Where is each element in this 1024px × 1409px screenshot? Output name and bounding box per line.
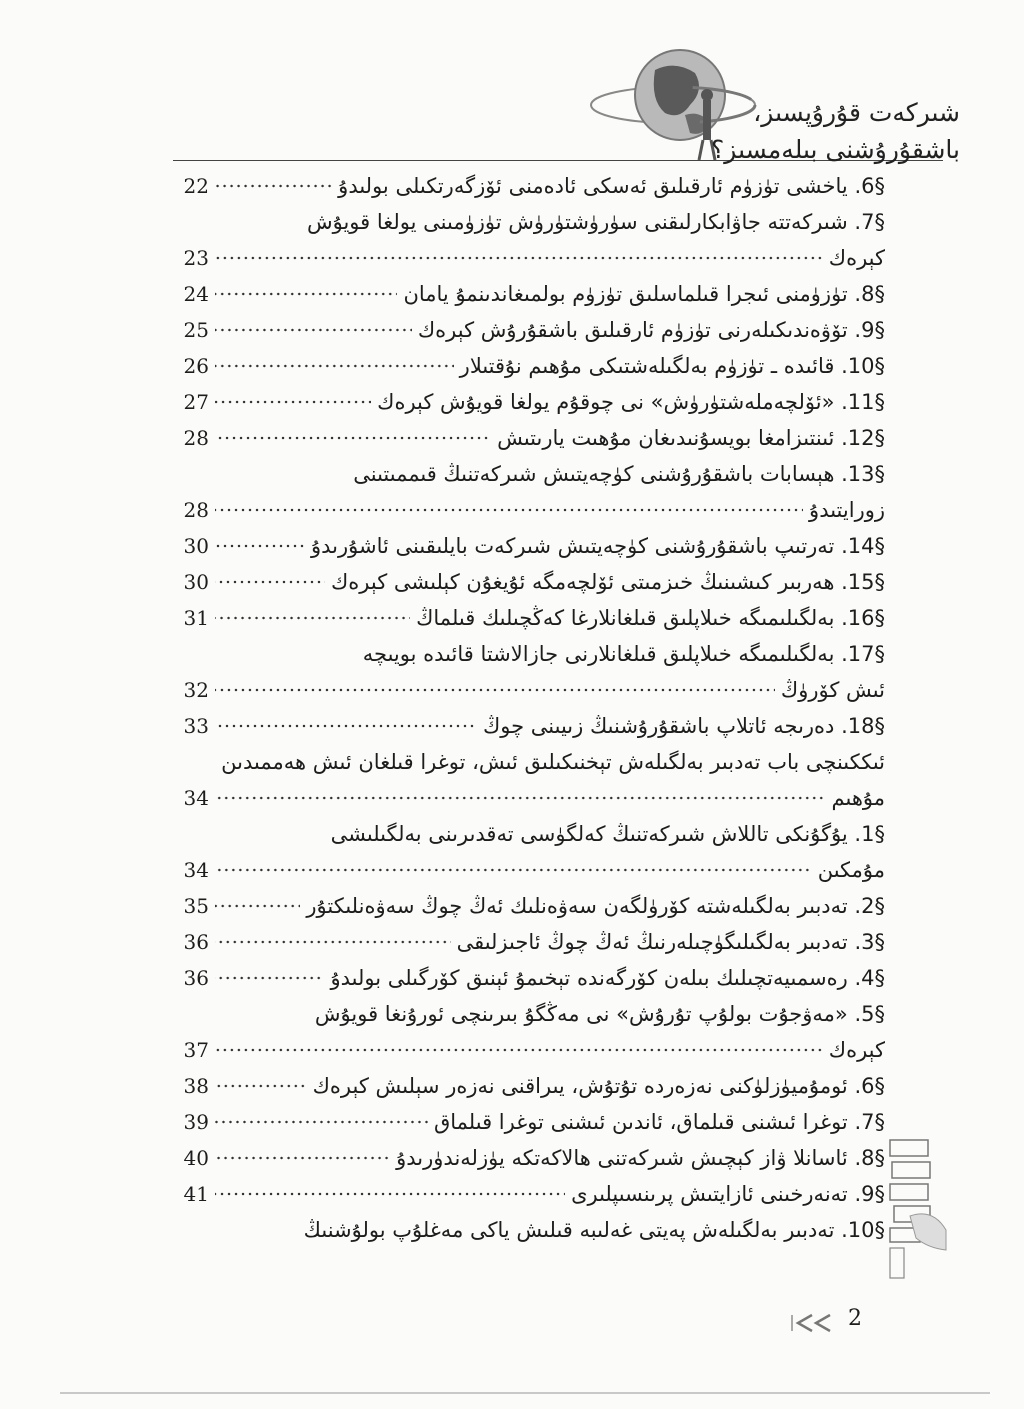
toc-entry-title: §9. تەنەرخىنى ئازايتىش پرىنسىپلىرى <box>571 1182 885 1206</box>
toc-entry-title: مۇمكىن <box>817 858 885 882</box>
dot-leader <box>215 724 477 728</box>
dot-leader <box>215 904 300 908</box>
toc-entry-title: §10. تەدبىر بەلگىلەش پەيتى غەلىبە قىلىش ياكى مەغلۇپ بولۇشنىڭ <box>303 1218 885 1242</box>
toc-entry-title: §12. ئىنتىزامغا بويسۇنىدىغان مۇھىت يارىتىش <box>497 426 885 450</box>
banknotes-illustration <box>888 1138 948 1283</box>
toc-entry-title: كېرەك <box>828 1038 885 1062</box>
dot-leader <box>215 868 812 872</box>
toc-entry <box>173 168 885 204</box>
toc-entry <box>173 996 885 1068</box>
toc-entry-title: §18. دەرىجە ئاتلاپ باشقۇرۇشنىڭ زىيىنى چوڭ <box>482 714 885 738</box>
toc-entry <box>173 564 885 600</box>
toc-entry <box>173 456 885 528</box>
dot-leader <box>215 508 803 512</box>
bottom-rule <box>60 1392 990 1394</box>
table-of-contents <box>173 168 885 1248</box>
toc-entry-title: §8. ئاسانلا ۋاز كېچىش شىركەتنى ھالاكەتكە يۈزلەندۈرىدۇ <box>396 1146 885 1170</box>
dot-leader <box>215 1156 390 1160</box>
toc-entry <box>173 204 885 276</box>
toc-entry-title: §11. «ئۆلچەملەشتۈرۈش» نى چوقۇم يولغا قويۇش كېرەك <box>377 390 885 414</box>
toc-entry-title: ئىككىنچى باب تەدبىر بەلگىلەش تېخنىكىلىق ئىش، توغرا قىلغان ئىش ھەممىدىن <box>221 750 885 774</box>
dot-leader <box>215 1120 428 1124</box>
dot-leader <box>215 256 823 260</box>
toc-page-number: 25 <box>183 318 209 342</box>
toc-entry-title: §3. تەدبىر بەلگىلىگۈچىلەرنىڭ ئەڭ چوڭ ئاجىزلىقى <box>456 930 885 954</box>
dot-leader <box>215 796 826 800</box>
header-title-line1: شىركەت قۇرۇپسىز، <box>753 98 960 127</box>
toc-entry <box>173 420 885 456</box>
toc-page-number: 40 <box>183 1146 209 1170</box>
toc-page-number: 36 <box>183 930 209 954</box>
toc-page-number: 37 <box>183 1038 209 1062</box>
toc-entry <box>173 1212 885 1248</box>
toc-page-number: 26 <box>183 354 209 378</box>
toc-entry <box>173 276 885 312</box>
toc-entry-title: زورايتىدۇ <box>809 498 885 522</box>
toc-entry-title: §7. شىركەتتە جاۋابكارلىقنى سۈرۈشتۈرۈش تۈزۈمىنى يولغا قويۇش <box>306 210 885 234</box>
toc-entry <box>173 1140 885 1176</box>
toc-entry <box>173 348 885 384</box>
toc-page-number: 36 <box>183 966 209 990</box>
dot-leader <box>215 400 371 404</box>
toc-entry-title: كېرەك <box>828 246 885 270</box>
toc-entry <box>173 600 885 636</box>
toc-page-number: 27 <box>183 390 209 414</box>
page-number: 2 <box>848 1306 862 1331</box>
toc-entry <box>173 636 885 708</box>
toc-entry-title: §17. بەلگىلىمىگە خىلاپلىق قىلغانلارنى جازالاشتا قائىدە بويىچە <box>362 642 885 666</box>
toc-page-number: 34 <box>183 786 209 810</box>
toc-entry <box>173 708 885 744</box>
toc-entry-title: §9. تۆۋەندىكىلەرنى تۈزۈم ئارقىلىق باشقۇرۇش كېرەك <box>417 318 885 342</box>
toc-page-number: 30 <box>183 570 209 594</box>
toc-page-number: 33 <box>183 714 209 738</box>
toc-page-number: 38 <box>183 1074 209 1098</box>
toc-entry-title: §15. ھەربىر كىشىنىڭ خىزمىتى ئۆلچەمگە ئۇيغۇن كېلىشى كېرەك <box>330 570 885 594</box>
toc-entry-title: §4. رەسمىيەتچىلىك بىلەن كۆرگەندە تېخىمۇ ئېنىق كۆرگىلى بولىدۇ <box>330 966 885 990</box>
toc-page-number: 22 <box>183 174 209 198</box>
toc-entry <box>173 1104 885 1140</box>
toc-entry <box>173 1176 885 1212</box>
dot-leader <box>215 1084 307 1088</box>
toc-entry <box>173 888 885 924</box>
toc-entry <box>173 528 885 564</box>
dot-leader <box>215 1048 823 1052</box>
dot-leader <box>215 940 451 944</box>
toc-page-number: 41 <box>183 1182 209 1206</box>
toc-page-number: 28 <box>183 426 209 450</box>
dot-leader <box>215 616 410 620</box>
dot-leader <box>215 436 491 440</box>
toc-entry-title: مۇھىم <box>831 786 885 810</box>
toc-entry <box>173 312 885 348</box>
toc-page-number: 31 <box>183 606 209 630</box>
toc-entry <box>173 1068 885 1104</box>
toc-entry-title: ئىش كۆرۈڭ <box>780 678 885 702</box>
dot-leader <box>215 292 397 296</box>
toc-entry-title: §14. تەرتىپ باشقۇرۇشنى كۈچەيتىش شىركەت بايلىقىنى ئاشۇرىدۇ <box>311 534 885 558</box>
toc-page-number: 35 <box>183 894 209 918</box>
dot-leader <box>215 364 454 368</box>
dot-leader <box>215 1192 565 1196</box>
toc-entry-title: §16. بەلگىلىمىگە خىلاپلىق قىلغانلارغا كەڭچىلىك قىلماڭ <box>416 606 885 630</box>
dot-leader <box>215 328 412 332</box>
toc-entry <box>173 744 885 816</box>
toc-entry-title: §6. ياخشى تۈزۈم ئارقىلىق ئەسكى ئادەمنى ئۆزگەرتكىلى بولىدۇ <box>338 174 885 198</box>
toc-page-number: 32 <box>183 678 209 702</box>
toc-entry-title: §10. قائىدە ـ تۈزۈم بەلگىلەشتىكى مۇھىم نۇقتىلار <box>459 354 885 378</box>
toc-entry-title: §8. تۈزۈمنى ئىجرا قىلماسلىق تۈزۈم بولمىغاندىنمۇ يامان <box>403 282 885 306</box>
dot-leader <box>215 184 332 188</box>
toc-entry <box>173 924 885 960</box>
toc-entry-title: §2. تەدبىر بەلگىلەشتە كۆرۈلگەن سەۋەنلىك ئەڭ چوڭ سەۋەنلىكتۇر <box>306 894 885 918</box>
header-title-line2: باشقۇرۇشنى بىلەمسىز؟ <box>711 135 960 164</box>
toc-entry-title: §1. يۇگۇنكى تاللاش شىركەتنىڭ كەلگۈسى تەقدىرىنى بەلگىلىشى <box>330 822 885 846</box>
toc-entry <box>173 816 885 888</box>
toc-entry-title: §5. «مەۋجۇت بولۇپ تۇرۇش» نى مەڭگۇ بىرىنچى ئورۇنغا قويۇش <box>314 1002 885 1026</box>
dot-leader <box>215 688 775 692</box>
toc-page-number: 23 <box>183 246 209 270</box>
dot-leader <box>215 976 324 980</box>
dot-leader <box>215 544 305 548</box>
toc-entry <box>173 384 885 420</box>
toc-page-number: 30 <box>183 534 209 558</box>
toc-page-number: 24 <box>183 282 209 306</box>
toc-entry-title: §6. ئومۇميۈزلۈكنى نەزەردە تۇتۇش، يىراقنى نەزەر سېلىش كېرەك <box>312 1074 885 1098</box>
toc-entry-title: §7. توغرا ئىشنى قىلماق، ئاندىن ئىشنى توغرا قىلماق <box>433 1110 885 1134</box>
dot-leader <box>215 580 325 584</box>
page-arrows-icon <box>790 1312 840 1334</box>
toc-entry-title: §13. ھېسابات باشقۇرۇشنى كۈچەيتىش شىركەتنىڭ قىممىتىنى <box>353 462 885 486</box>
toc-page-number: 39 <box>183 1110 209 1134</box>
toc-entry <box>173 960 885 996</box>
toc-page-number: 28 <box>183 498 209 522</box>
toc-page-number: 34 <box>183 858 209 882</box>
